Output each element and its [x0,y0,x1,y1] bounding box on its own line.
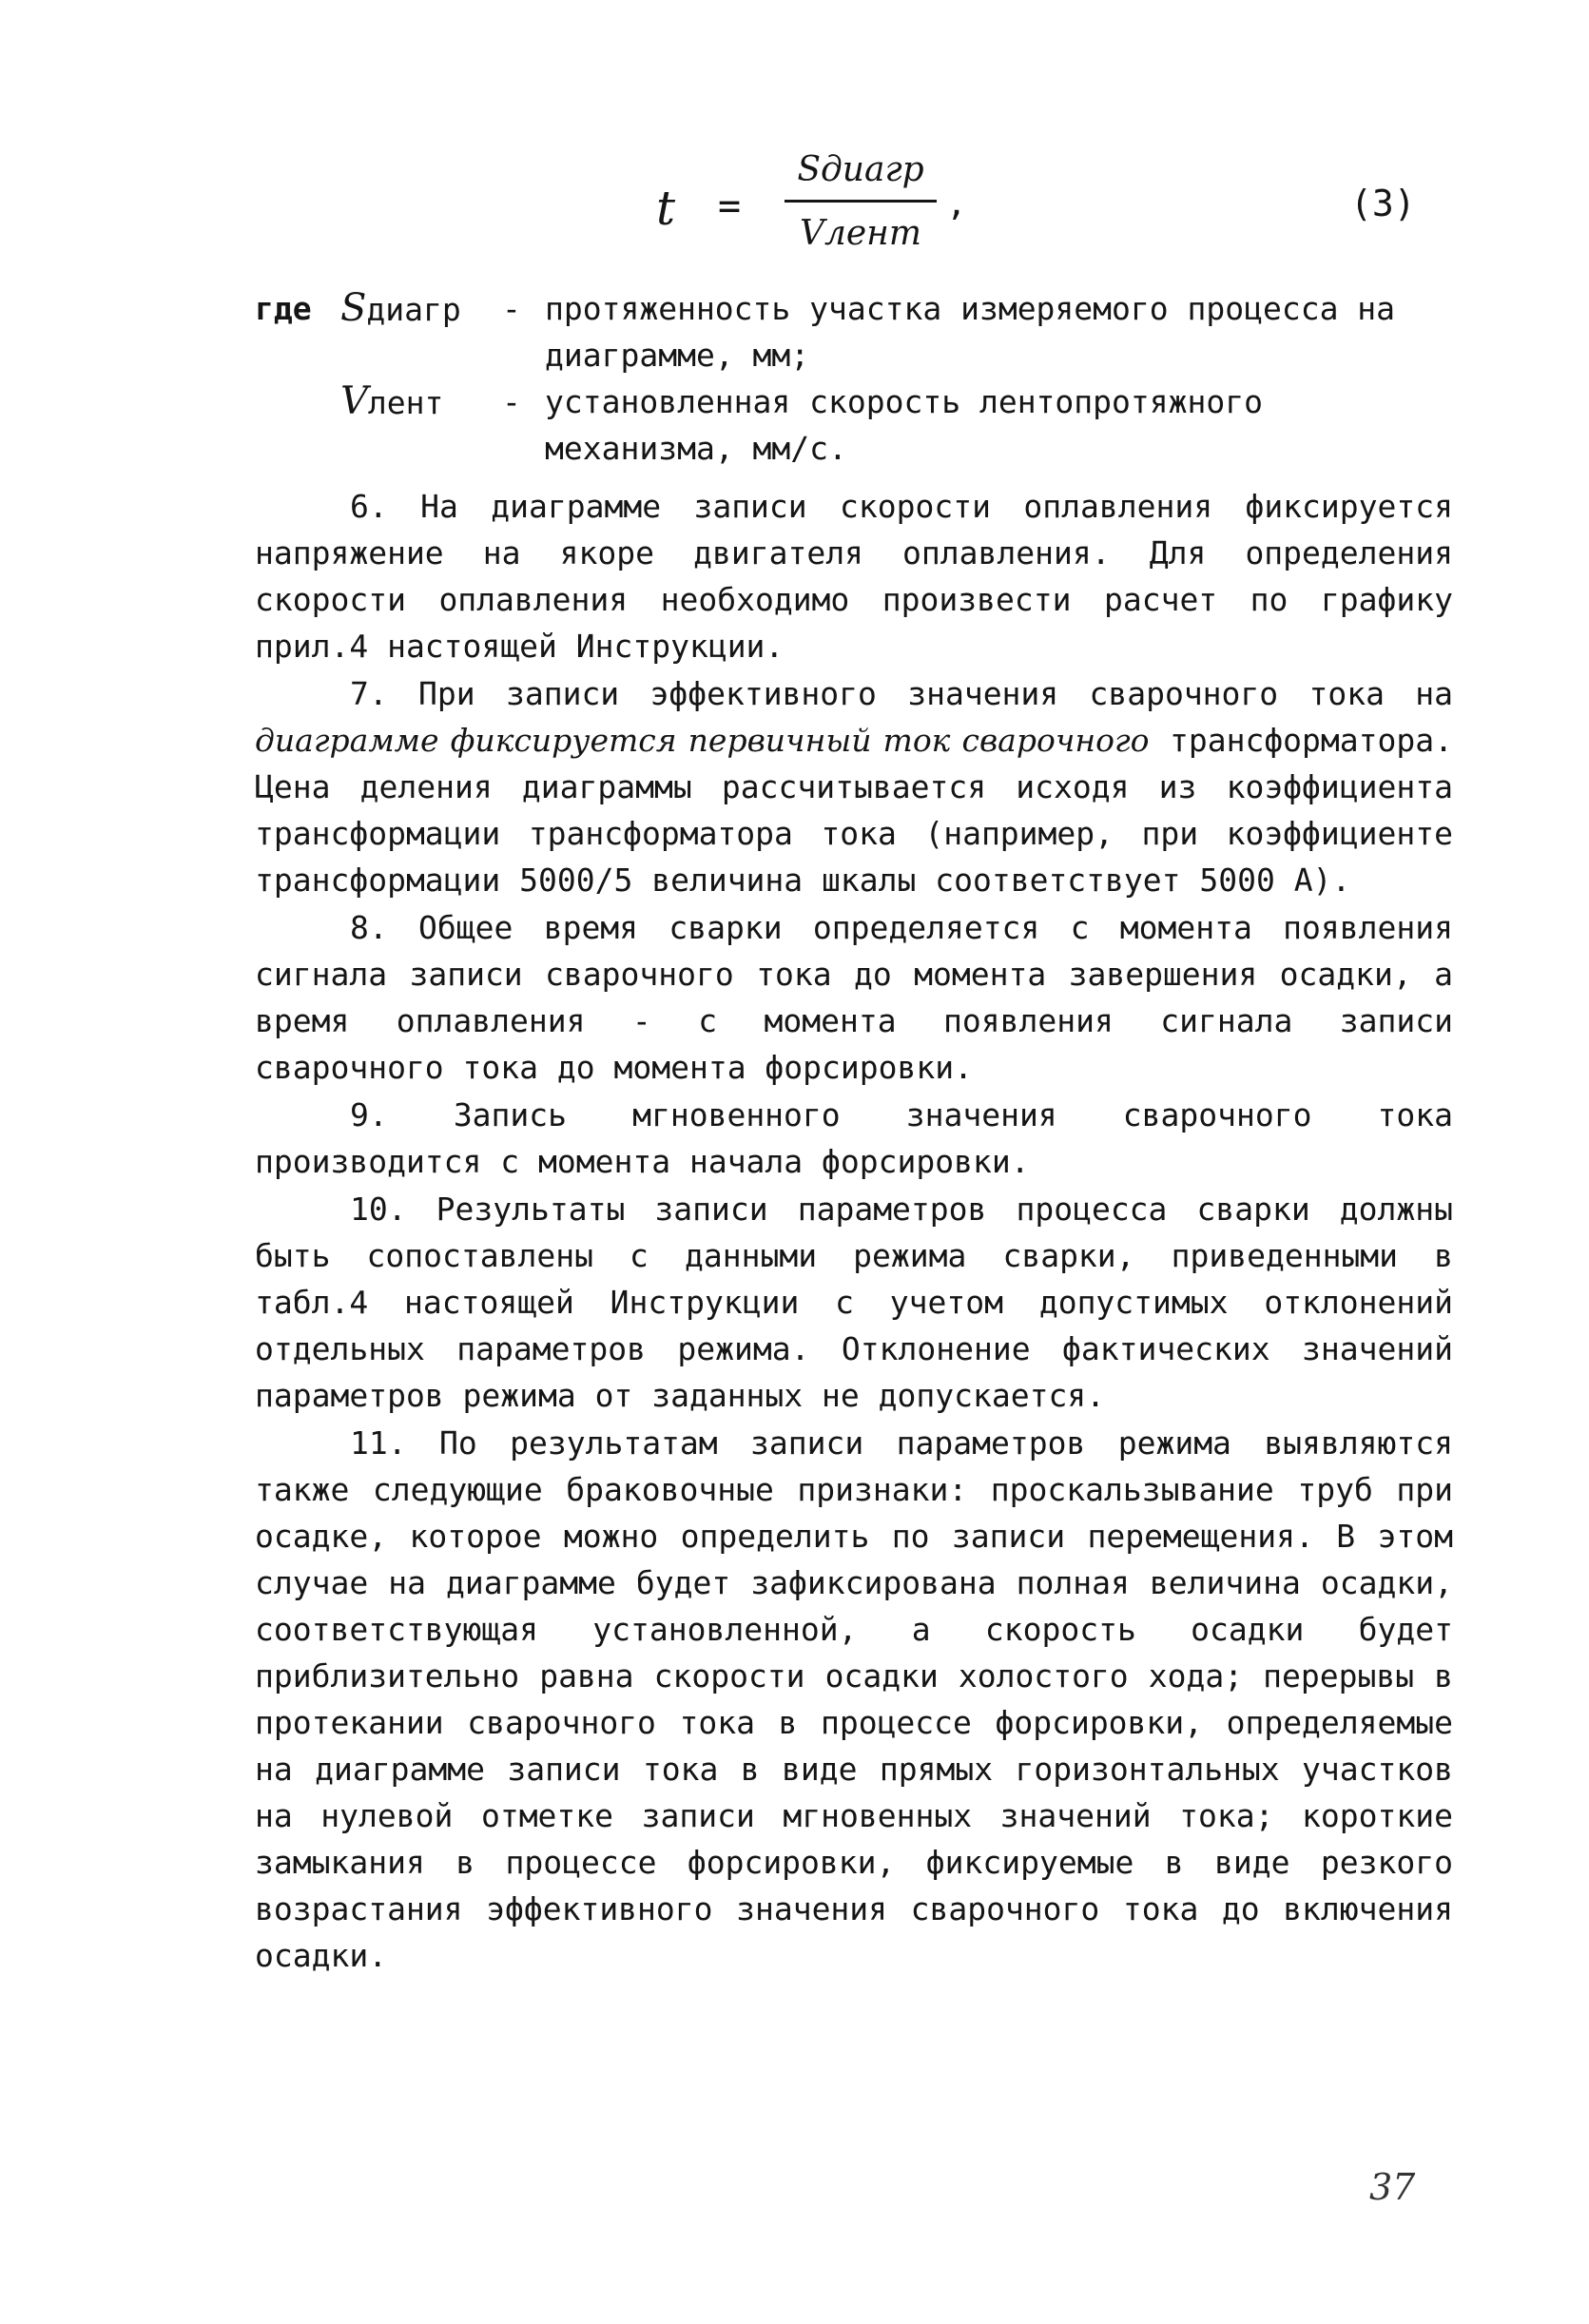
paragraph-part: 7. При записи эффективного значения сварочного тока на [350,675,1453,712]
body-text [255,483,1453,1980]
paragraph: 6. На диаграмме записи скорости оплавления фиксируется напряжение на якоре двигателя оплавления. Для определения скорости оплавления необходимо произвести расчет по графику прил.4 настоящей Инструкции. [255,488,1453,665]
page-number: 37 [1369,2166,1416,2208]
paragraph: 8. Общее время сварки определяется с момента появления сигнала записи сварочного тока до момента завершения осадки, а время оплавления - с момента появления сигнала записи сварочного тока до момента форсировки. [255,909,1453,1086]
formula-denominator: Vлент [799,214,922,253]
formula-comma: , [946,184,967,223]
definitions-lead-spacer [255,378,340,472]
formula-equals: = [718,184,742,228]
paragraph: 11. По результатам записи параметров режима выявляются также следующие браковочные признаки: проскальзывание труб при осадке, которое можно определить по записи перемещения. В этом случае на диаграмме будет зафиксирована полная величина осадки, соответствующая установленной, а скорость осадки будет приблизительно равна скорости осадки холостого хода; перерывы в протекании сварочного тока в процессе форсировки, определяемые на диаграмме записи тока в виде прямых горизонтальных участков на нулевой отметке записи мгновенных значений тока; короткие замыкания в процессе форсировки, фиксируемые в виде резкого возрастания эффективного значения сварочного тока до включения осадки. [255,1424,1453,1974]
definition-row [255,378,1453,472]
paragraph: 9. Запись мгновенного значения сварочного тока производится с момента начала форсировки. [255,1096,1453,1180]
symbol-letter: S [340,286,367,330]
definitions [255,285,1453,472]
paragraph: 10. Результаты записи параметров процесса сварки должны быть сопоставлены с данными режима сварки, приведенными в табл.4 настоящей Инструкции с учетом допустимых отклонений отдельных параметров режима. Отклонение фактических значений параметров режима от заданных не допускается. [255,1191,1453,1414]
fraction-bar [785,200,937,203]
formula [656,143,1227,276]
formula-lhs: t [656,181,676,236]
paragraph-part: трансформатора. Цена деления диаграммы рассчитывается исходя из коэффициента трансформации трансформатора тока (например, при коэффициенте трансформации 5000/5 величина шкалы соответствует 5000 А). [255,722,1453,899]
symbol-letter: V [340,379,368,423]
formula-numerator: Sдиагр [797,150,924,189]
handwritten-insert: диаграмме фиксируется первичный ток сварочного [255,722,1150,759]
definition-symbol [340,285,502,378]
symbol-subscript: лент [367,384,444,421]
definition-dash: - [502,290,521,327]
definition-text: протяженность участка измеряемого процесса на диаграмме, мм; [545,290,1396,374]
paragraph [255,670,1453,903]
equation-number: (3) [1350,183,1416,224]
formula-fraction [785,143,937,261]
definitions-lead: где [255,290,312,327]
definition-text: установленная скорость лентопротяжного механизма, мм/с. [545,383,1263,467]
definition-symbol [340,378,502,472]
definition-dash: - [502,383,521,420]
symbol-subscript: диагр [366,291,461,328]
definition-row [255,285,1453,378]
